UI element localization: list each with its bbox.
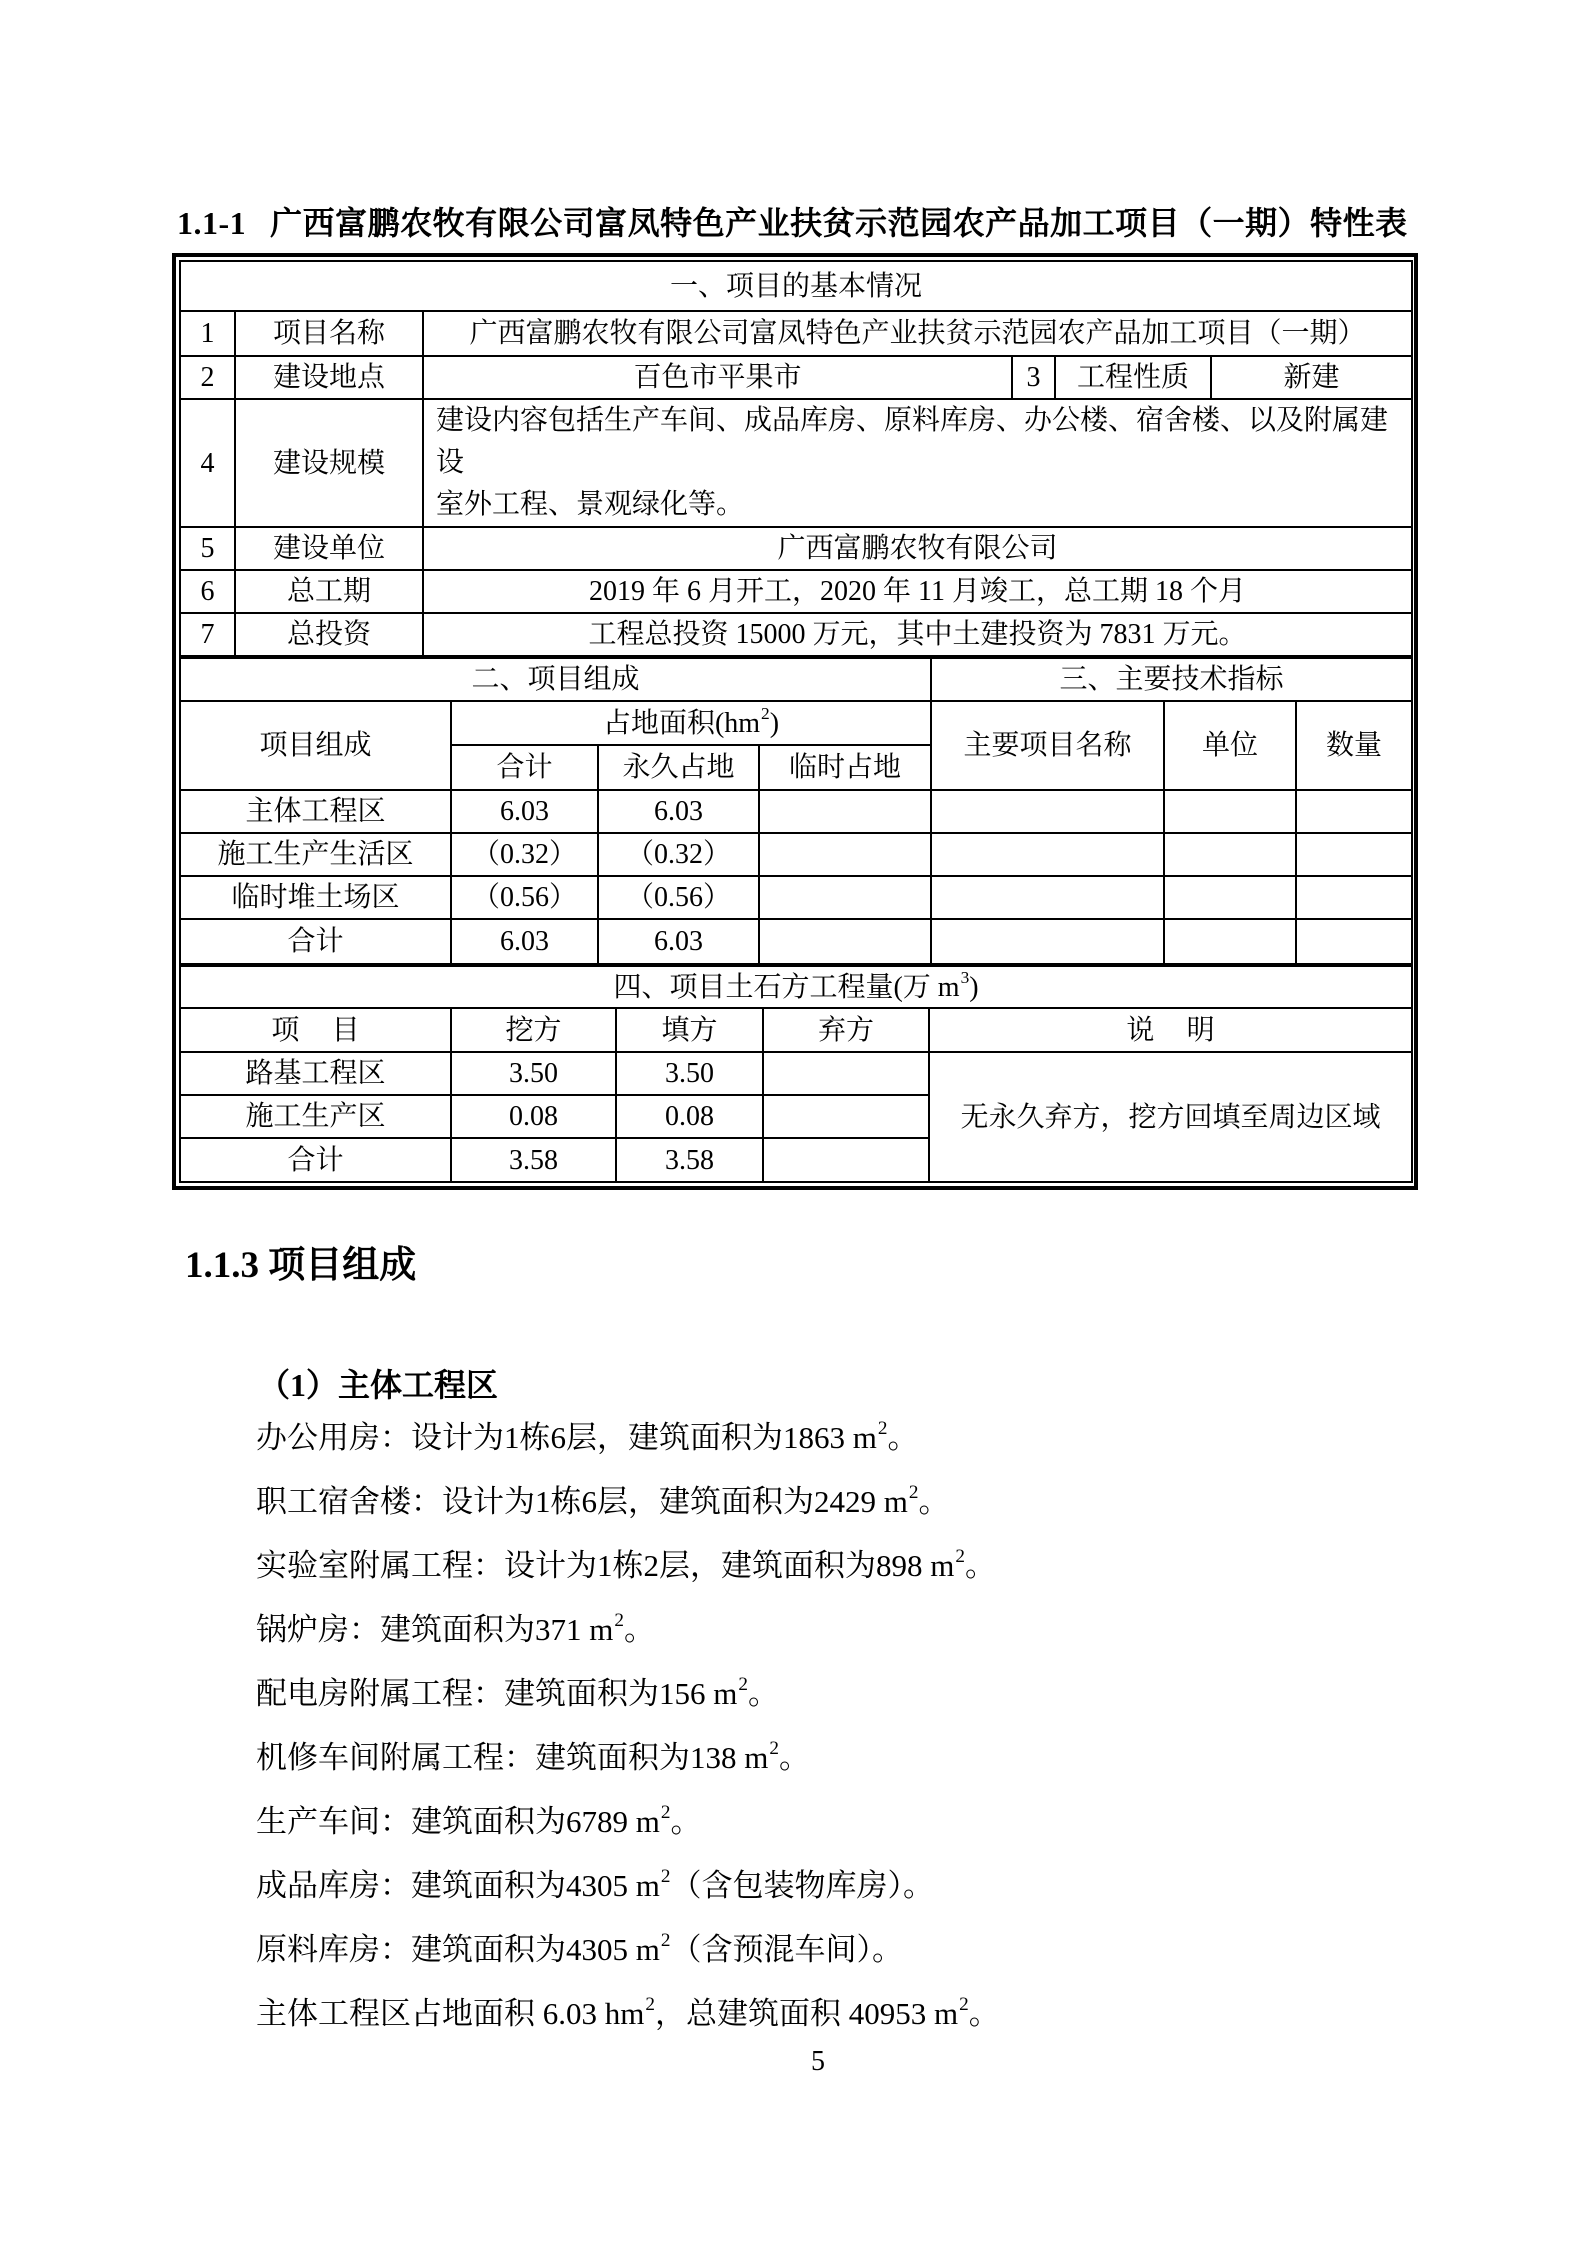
section-title-composition: 二、项目组成: [180, 658, 931, 701]
doc-title: [177, 198, 1437, 244]
col-header-main-project: 主要项目名称: [931, 701, 1164, 790]
col-header-composition: 项目组成: [180, 701, 451, 790]
earthwork-cut: 3.50: [451, 1052, 616, 1095]
composition-name: 施工生产生活区: [180, 833, 451, 876]
composition-total: （0.56）: [451, 876, 598, 919]
value-project-name: 广西富鹏农牧有限公司富凤特色产业扶贫示范园农产品加工项目（一期）: [423, 311, 1412, 356]
indicator-name: [931, 833, 1164, 876]
composition-temporary: [759, 790, 931, 833]
earthwork-cut: 0.08: [451, 1095, 616, 1138]
label-total-duration: 总工期: [235, 570, 423, 613]
col-header-total: 合计: [451, 745, 598, 790]
label-total-investment: 总投资: [235, 613, 423, 656]
indicator-qty: [1296, 833, 1412, 876]
earthwork-name: 路基工程区: [180, 1052, 451, 1095]
section-title-earthwork: 四、项目土石方工程量(万 $m^3$): [180, 966, 1412, 1008]
composition-name: 合计: [180, 919, 451, 964]
value-project-nature: 新建: [1211, 356, 1412, 399]
col-header-temporary: 临时占地: [759, 745, 931, 790]
value-total-investment: 工程总投资 15000 万元，其中土建投资为 7831 万元。: [423, 613, 1412, 656]
paragraph-power-distribution: 配电房附属工程：建筑面积为156 $m^2$。: [256, 1673, 779, 1711]
earthwork-cut: 3.58: [451, 1138, 616, 1182]
label-project-name: 项目名称: [235, 311, 423, 356]
value-construction-unit: 广西富鹏农牧有限公司: [423, 527, 1412, 570]
indicator-name: [931, 876, 1164, 919]
row-number: 5: [180, 527, 235, 570]
composition-permanent: 6.03: [598, 919, 759, 964]
scale-line2: 室外工程、景观绿化等。: [436, 489, 745, 520]
composition-name: 临时堆土场区: [180, 876, 451, 919]
composition-row-total: [180, 919, 1412, 964]
earthwork-name: 施工生产区: [180, 1095, 451, 1138]
paragraph-repair-workshop: 机修车间附属工程：建筑面积为138 $m^2$。: [256, 1737, 810, 1775]
composition-permanent: （0.56）: [598, 876, 759, 919]
earthwork-waste: [763, 1138, 929, 1182]
composition-table: [179, 657, 1413, 965]
earthwork-waste: [763, 1095, 929, 1138]
col-header-waste: 弃方: [763, 1008, 929, 1052]
composition-permanent: 6.03: [598, 790, 759, 833]
row-number: 2: [180, 356, 235, 399]
composition-total: 6.03: [451, 919, 598, 964]
col-header-permanent: 永久占地: [598, 745, 759, 790]
earthwork-fill: 0.08: [616, 1095, 763, 1138]
label-construction-scale: 建设规模: [235, 399, 423, 527]
indicator-unit: [1164, 919, 1296, 964]
paragraph-dormitory: 职工宿舍楼：设计为1栋6层，建筑面积为2429 $m^2$。: [256, 1481, 950, 1519]
page-number: 5: [811, 2046, 825, 2077]
col-header-land-area: 占地面积$(hm^2)$: [451, 701, 931, 745]
section-title-basic: 一、项目的基本情况: [180, 261, 1412, 311]
earthwork-name: 合计: [180, 1138, 451, 1182]
indicator-name: [931, 790, 1164, 833]
composition-temporary: [759, 833, 931, 876]
section-title-indicators: 三、主要技术指标: [931, 658, 1412, 701]
col-header-note: 说 明: [929, 1008, 1412, 1052]
earthwork-fill: 3.50: [616, 1052, 763, 1095]
subsection-heading: （1）主体工程区: [258, 1367, 499, 1403]
row-number: 7: [180, 613, 235, 656]
composition-name: 主体工程区: [180, 790, 451, 833]
col-header-quantity: 数量: [1296, 701, 1412, 790]
paragraph-main-area-summary: 主体工程区占地面积 6.03 $hm^2$，总建筑面积 40953 $m^2$。: [256, 1993, 1000, 2031]
composition-total: 6.03: [451, 790, 598, 833]
earthwork-row: [180, 1052, 1412, 1095]
label-construction-unit: 建设单位: [235, 527, 423, 570]
composition-total: （0.32）: [451, 833, 598, 876]
row-number: 4: [180, 399, 235, 527]
composition-row: [180, 790, 1412, 833]
earthwork-fill: 3.58: [616, 1138, 763, 1182]
indicator-unit: [1164, 876, 1296, 919]
doc-title-text: 广西富鹏农牧有限公司富凤特色产业扶贫示范园农产品加工项目（一期）特性表: [270, 205, 1408, 241]
doc-title-number: 1.1-1: [177, 205, 247, 241]
indicator-unit: [1164, 833, 1296, 876]
paragraph-office-building: 办公用房：设计为1栋6层，建筑面积为1863 $m^2$。: [256, 1417, 919, 1455]
characteristics-table: [172, 253, 1418, 1190]
row-number: 1: [180, 311, 235, 356]
composition-permanent: （0.32）: [598, 833, 759, 876]
row-number: 3: [1012, 356, 1055, 399]
indicator-qty: [1296, 790, 1412, 833]
composition-temporary: [759, 919, 931, 964]
indicator-qty: [1296, 876, 1412, 919]
label-location: 建设地点: [235, 356, 423, 399]
body-paragraphs: [256, 1417, 1356, 2060]
indicator-unit: [1164, 790, 1296, 833]
basic-info-table: [179, 260, 1413, 657]
col-header-unit: 单位: [1164, 701, 1296, 790]
composition-row: [180, 876, 1412, 919]
label-project-nature: 工程性质: [1055, 356, 1211, 399]
section-heading: 1.1.3 项目组成: [185, 1245, 417, 1286]
earthwork-waste: [763, 1052, 929, 1095]
value-location: 百色市平果市: [423, 356, 1012, 399]
composition-row: [180, 833, 1412, 876]
composition-temporary: [759, 876, 931, 919]
paragraph-production-workshop: 生产车间：建筑面积为6789 $m^2$。: [256, 1801, 702, 1839]
scale-line1: 建设内容包括生产车间、成品库房、原料库房、办公楼、宿舍楼、以及附属建设: [436, 405, 1389, 478]
paragraph-finished-warehouse: 成品库房：建筑面积为4305 $m^2$（含包装物库房）。: [256, 1865, 934, 1903]
row-number: 6: [180, 570, 235, 613]
paragraph-boiler-room: 锅炉房：建筑面积为371 $m^2$。: [256, 1609, 655, 1647]
indicator-qty: [1296, 919, 1412, 964]
paragraph-raw-material-warehouse: 原料库房：建筑面积为4305 $m^2$（含预混车间）。: [256, 1929, 903, 1967]
earthwork-note: 无永久弃方，挖方回填至周边区域: [929, 1052, 1412, 1182]
value-total-duration: 2019 年 6 月开工，2020 年 11 月竣工，总工期 18 个月: [423, 570, 1412, 613]
col-header-item: 项 目: [180, 1008, 451, 1052]
paragraph-laboratory: 实验室附属工程：设计为1栋2层，建筑面积为898 $m^2$。: [256, 1545, 996, 1583]
indicator-name: [931, 919, 1164, 964]
earthwork-table: [179, 965, 1413, 1183]
col-header-fill: 填方: [616, 1008, 763, 1052]
value-construction-scale: [423, 399, 1412, 527]
col-header-cut: 挖方: [451, 1008, 616, 1052]
